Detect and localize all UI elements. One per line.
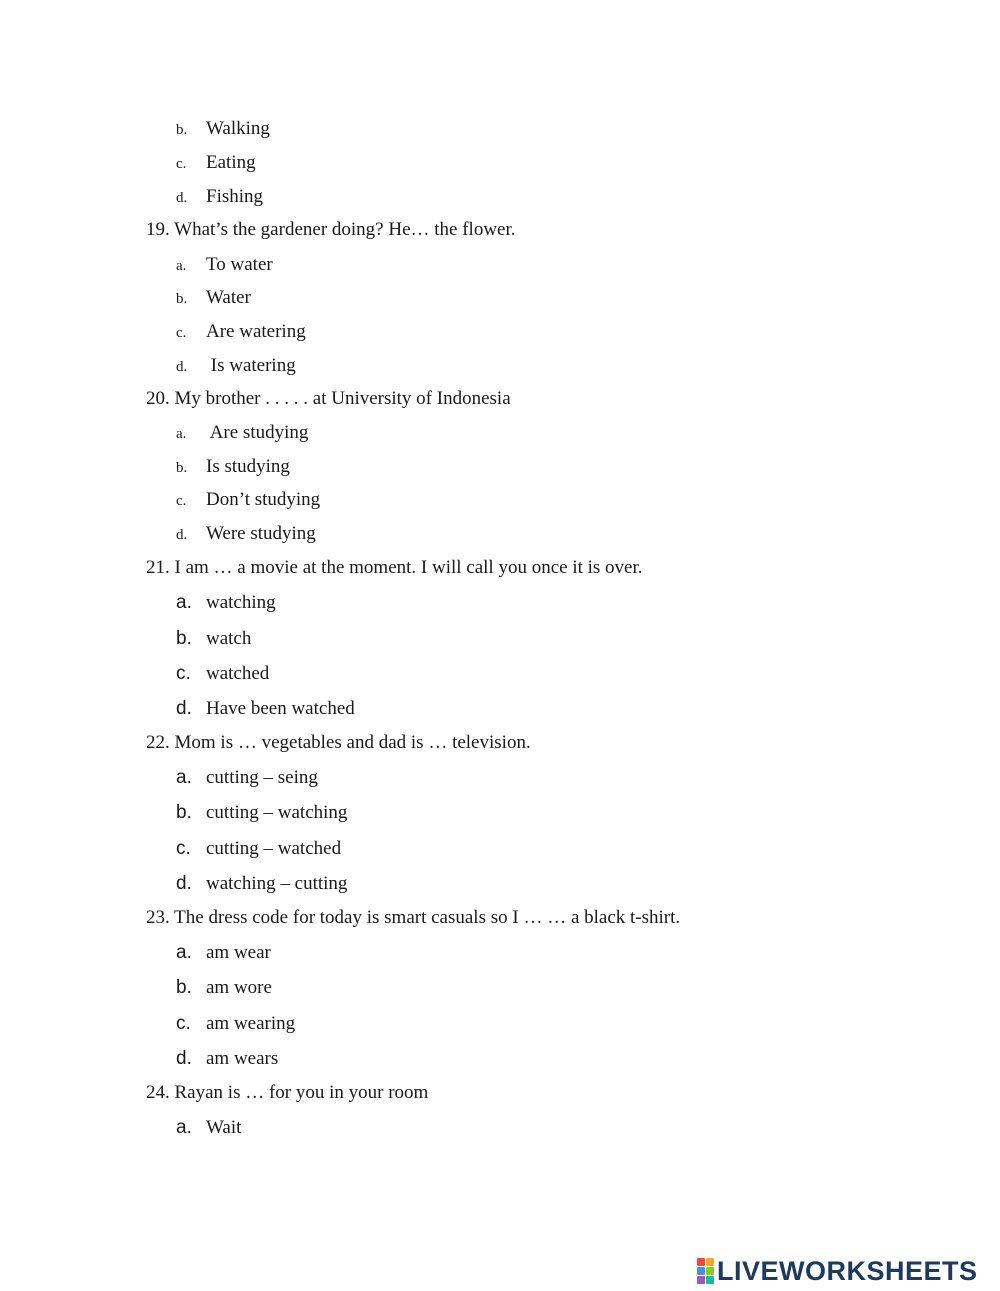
option-letter: d. [176,1048,192,1069]
option-letter: b. [176,122,188,138]
answer-option [176,152,256,175]
option-text: watching [206,592,276,613]
option-letter: a. [176,1117,192,1138]
option-text: Fishing [206,186,264,207]
logo-square [706,1258,714,1266]
option-letter: b. [176,460,188,476]
logo-square [706,1267,714,1275]
option-text: am wear [206,942,271,963]
option-letter: b. [176,628,192,649]
option-text: Were studying [206,523,316,544]
logo-square [697,1267,705,1275]
answer-option [176,489,320,512]
option-text: Walking [206,118,270,139]
option-text: cutting – seing [206,767,318,788]
option-letter: a. [176,942,192,963]
option-letter: c. [176,493,187,509]
option-letter: c. [176,156,187,172]
question-text: 22. Mom is … vegetables and dad is … television. [146,732,531,753]
option-letter: c. [176,838,191,859]
option-text: Are studying [206,422,309,443]
answer-option [176,287,251,310]
option-text: am wears [206,1048,279,1069]
option-letter: a. [176,426,187,442]
option-letter: c. [176,1013,191,1034]
option-letter: c. [176,325,187,341]
answer-option [176,321,306,344]
logo-square [706,1276,714,1284]
option-text: am wore [206,977,272,998]
answer-option [176,977,272,999]
option-text: am wearing [206,1013,296,1034]
liveworksheets-logo [697,1256,978,1286]
answer-option [176,186,263,209]
answer-option [176,767,318,789]
answer-option [176,873,347,895]
option-letter: b. [176,291,188,307]
answer-option [176,422,308,445]
answer-option [176,698,355,720]
answer-option [176,802,347,824]
option-letter: d. [176,527,188,543]
option-text: Water [206,287,251,308]
answer-option [176,254,273,277]
answer-option [176,1013,295,1035]
answer-option [176,523,316,546]
option-letter: a. [176,592,192,613]
question-text: 24. Rayan is … for you in your room [146,1082,429,1103]
logo-mark-icon [697,1258,714,1284]
question-text: 23. The dress code for today is smart casuals so I … … a black t-shirt. [146,907,681,928]
option-letter: d. [176,190,188,206]
question-text: 19. What’s the gardener doing? He… the flower. [146,219,516,240]
question-text: 21. I am … a movie at the moment. I will call you once it is over. [146,557,643,578]
option-text: cutting – watched [206,838,342,859]
answer-option [176,628,251,650]
option-text: Are watering [206,321,306,342]
option-text: Is studying [206,456,290,477]
option-text: Eating [206,152,256,173]
option-letter: a. [176,767,192,788]
option-text: Have been watched [206,698,355,719]
answer-option [176,1117,241,1139]
option-text: Wait [206,1117,242,1138]
option-letter: d. [176,873,192,894]
answer-option [176,838,341,860]
option-text: To water [206,254,273,275]
answer-option [176,1048,278,1070]
answer-option [176,456,290,479]
option-letter: b. [176,977,192,998]
answer-option [176,118,270,141]
answer-option [176,663,269,685]
logo-text: LIVEWORKSHEETS [717,1255,978,1286]
option-text: watch [206,628,252,649]
option-letter: b. [176,802,192,823]
option-text: watched [206,663,270,684]
answer-option [176,355,296,378]
option-letter: a. [176,258,187,274]
answer-option [176,942,271,964]
option-text: Is watering [206,355,296,376]
question-text: 20. My brother . . . . . at University of Indonesia [146,388,511,409]
option-text: Don’t studying [206,489,321,510]
logo-square [697,1258,705,1266]
option-text: cutting – watching [206,802,348,823]
option-text: watching – cutting [206,873,348,894]
option-letter: d. [176,359,188,375]
option-letter: d. [176,698,192,719]
logo-square [697,1276,705,1284]
option-letter: c. [176,663,191,684]
answer-option [176,592,276,614]
